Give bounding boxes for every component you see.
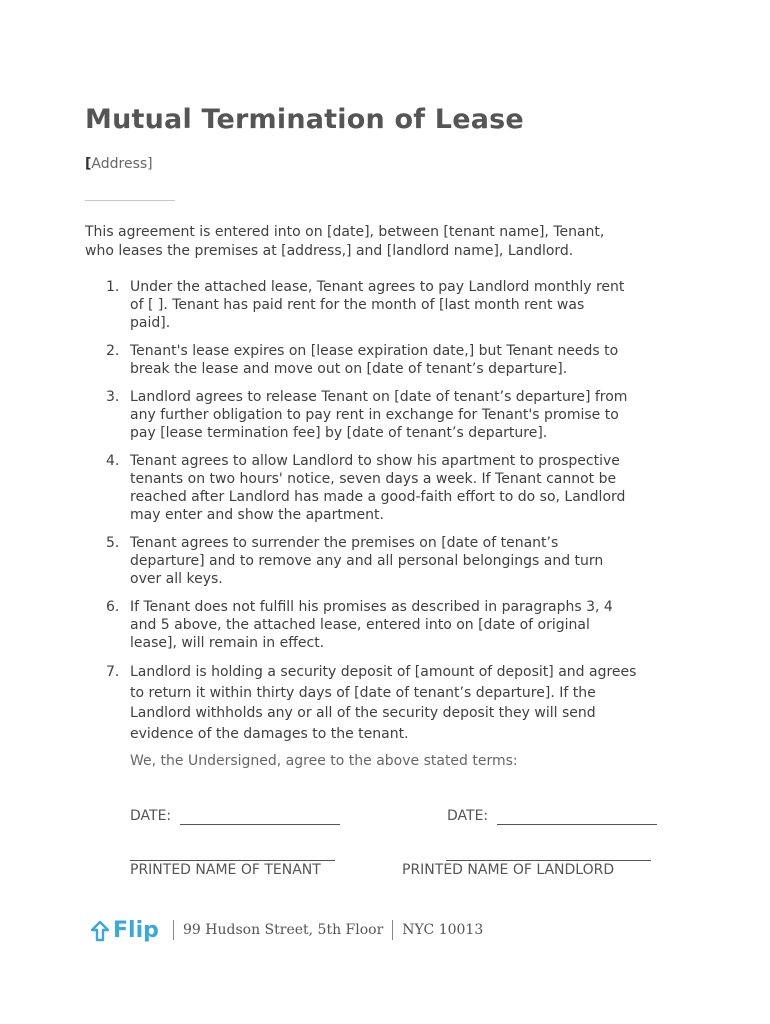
term-number: 5. [106, 535, 120, 551]
term-item [85, 662, 685, 744]
intro-line: This agreement is entered into on [date], between [tenant name], Tenant, [85, 224, 605, 240]
term-item [85, 278, 685, 332]
term-line: Tenant agrees to allow Landlord to show his apartment to prospective [130, 453, 620, 469]
term-number: 4. [106, 453, 120, 469]
term-line: paid]. [130, 315, 171, 331]
document-title: Mutual Termination of Lease [85, 104, 524, 135]
term-line: departure] and to remove any and all personal belongings and turn [130, 553, 604, 569]
landlord-name-label: PRINTED NAME OF LANDLORD [402, 862, 615, 878]
address-divider [85, 200, 175, 201]
date-line-landlord[interactable] [497, 824, 657, 825]
term-item [85, 342, 685, 378]
footer-divider [173, 920, 174, 940]
tenant-name-label: PRINTED NAME OF TENANT [130, 862, 321, 878]
term-line: to return it within thirty days of [date of tenant’s departure]. If the [130, 684, 596, 701]
term-item [85, 598, 685, 652]
intro-paragraph [85, 223, 685, 261]
date-line-tenant[interactable] [180, 824, 340, 825]
tenant-signature-line[interactable] [130, 860, 335, 861]
term-number: 2. [106, 343, 120, 359]
term-line: over all keys. [130, 571, 223, 587]
agreement-statement: We, the Undersigned, agree to the above stated terms: [130, 753, 518, 769]
term-number: 6. [106, 599, 120, 615]
intro-line: who leases the premises at [address,] and [landlord name], Landlord. [85, 243, 574, 259]
term-line: may enter and show the apartment. [130, 507, 384, 523]
footer-address [173, 920, 483, 940]
footer-divider [392, 920, 393, 940]
term-item [85, 388, 685, 442]
term-line: Landlord agrees to release Tenant on [date of tenant’s departure] from [130, 389, 628, 405]
term-line: evidence of the damages to the tenant. [130, 725, 409, 742]
flip-logo [90, 918, 159, 943]
term-line: If Tenant does not fulfill his promises as described in paragraphs 3, 4 [130, 599, 613, 615]
term-line: Landlord is holding a security deposit of [amount of deposit] and agrees [130, 664, 637, 680]
footer-street: 99 Hudson Street, 5th Floor [183, 922, 384, 938]
landlord-signature-line[interactable] [446, 860, 651, 861]
term-number: 3. [106, 389, 120, 405]
term-line: tenants on two hours' notice, seven days a week. If Tenant cannot be [130, 471, 617, 487]
term-line: Under the attached lease, Tenant agrees to pay Landlord monthly rent [130, 279, 625, 295]
term-item [85, 534, 685, 588]
term-line: break the lease and move out on [date of tenant’s departure]. [130, 361, 568, 377]
flip-arrow-icon [90, 920, 110, 942]
term-line: any further obligation to pay rent in exchange for Tenant's promise to [130, 407, 619, 423]
term-number: 1. [106, 279, 120, 295]
footer-city: NYC 10013 [402, 922, 484, 938]
term-item [85, 452, 685, 524]
term-line: reached after Landlord has made a good-faith effort to do so, Landlord [130, 489, 626, 505]
brand-name: Flip [113, 918, 159, 943]
term-line: and 5 above, the attached lease, entered into on [date of original [130, 617, 590, 633]
address-text: Address] [91, 156, 153, 172]
term-line: Tenant agrees to surrender the premises on [date of tenant’s [130, 535, 559, 551]
address-placeholder [85, 156, 153, 172]
term-line: of [ ]. Tenant has paid rent for the month of [last month rent was [130, 297, 585, 313]
address-bracket: [ [85, 156, 92, 172]
term-line: lease], will remain in effect. [130, 635, 325, 651]
date-label-tenant: DATE: [130, 808, 172, 824]
date-label-landlord: DATE: [447, 808, 489, 824]
term-line: pay [lease termination fee] by [date of tenant’s departure]. [130, 425, 548, 441]
term-number: 7. [106, 664, 120, 680]
terms-list [85, 278, 685, 744]
term-line: Tenant's lease expires on [lease expiration date,] but Tenant needs to [130, 343, 619, 359]
term-line: Landlord withholds any or all of the security deposit they will send [130, 705, 596, 721]
